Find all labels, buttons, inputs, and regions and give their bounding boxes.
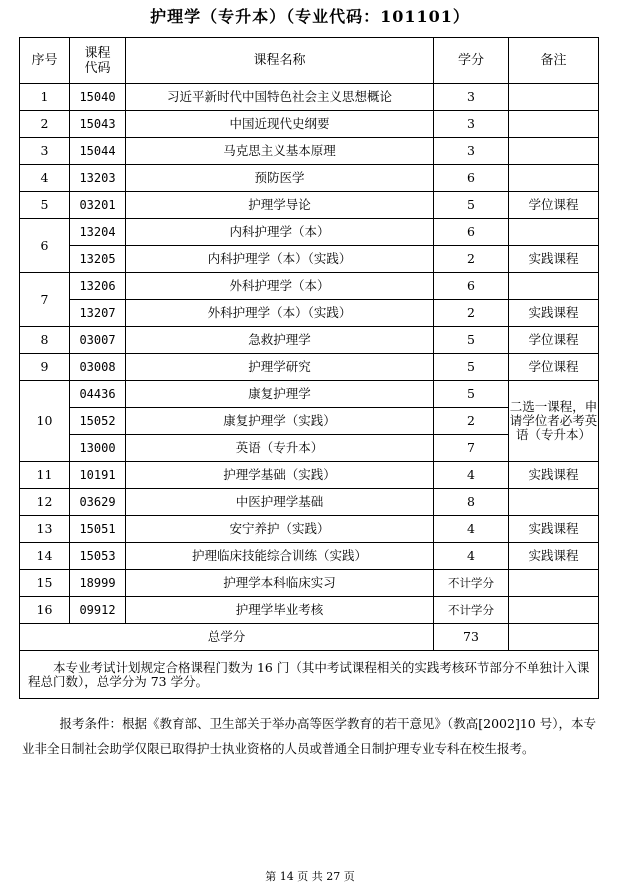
row-name: 习近平新时代中国特色社会主义思想概论	[126, 84, 434, 111]
table-row	[20, 219, 599, 246]
row-remark: 学位课程	[509, 192, 599, 219]
header-code: 课程代码	[70, 38, 126, 84]
row-remark: 实践课程	[509, 462, 599, 489]
row-credit: 2	[434, 246, 509, 273]
row-remark: 二选一课程，申请学位者必考英语（专升本）	[509, 381, 599, 462]
row-code: 13203	[70, 165, 126, 192]
page-footer: 第 14 页 共 27 页	[265, 870, 355, 883]
row-credit: 3	[434, 84, 509, 111]
row-seq: 11	[20, 462, 70, 489]
total-label: 总学分	[20, 624, 434, 651]
header-credit: 学分	[434, 38, 509, 84]
row-seq: 12	[20, 489, 70, 516]
table-row	[20, 192, 599, 219]
row-name: 护理学导论	[126, 192, 434, 219]
row-credit: 8	[434, 489, 509, 516]
row-credit: 4	[434, 462, 509, 489]
row-name: 护理学研究	[126, 354, 434, 381]
row-code: 18999	[70, 570, 126, 597]
total-credit: 73	[434, 624, 509, 651]
row-credit: 4	[434, 543, 509, 570]
row-remark	[509, 219, 599, 246]
row-remark	[509, 111, 599, 138]
table-row	[20, 138, 599, 165]
row-code: 13206	[70, 273, 126, 300]
row-remark	[509, 165, 599, 192]
row-seq: 9	[20, 354, 70, 381]
row-name: 外科护理学（本）（实践）	[126, 300, 434, 327]
row-code: 04436	[70, 381, 126, 408]
row-credit: 5	[434, 354, 509, 381]
row-code: 13207	[70, 300, 126, 327]
row-code: 03629	[70, 489, 126, 516]
row-seq: 10	[20, 381, 70, 462]
table-row	[20, 354, 599, 381]
row-remark: 学位课程	[509, 354, 599, 381]
row-name: 康复护理学	[126, 381, 434, 408]
row-seq: 2	[20, 111, 70, 138]
row-credit: 5	[434, 192, 509, 219]
row-remark	[509, 273, 599, 300]
row-credit: 4	[434, 516, 509, 543]
table-row	[20, 111, 599, 138]
total-remark	[509, 624, 599, 651]
row-remark: 实践课程	[509, 516, 599, 543]
row-name: 康复护理学（实践）	[126, 408, 434, 435]
note-row	[20, 651, 599, 699]
table-row	[20, 462, 599, 489]
row-name: 内科护理学（本）	[126, 219, 434, 246]
table-row	[20, 165, 599, 192]
row-seq: 14	[20, 543, 70, 570]
row-name: 马克思主义基本原理	[126, 138, 434, 165]
row-code: 03201	[70, 192, 126, 219]
row-name: 安宁养护（实践）	[126, 516, 434, 543]
row-seq: 15	[20, 570, 70, 597]
row-name: 护理临床技能综合训练（实践）	[126, 543, 434, 570]
table-row	[20, 543, 599, 570]
row-credit: 6	[434, 165, 509, 192]
row-name: 护理学基础（实践）	[126, 462, 434, 489]
row-name: 外科护理学（本）	[126, 273, 434, 300]
row-code: 13204	[70, 219, 126, 246]
row-name: 英语（专升本）	[126, 435, 434, 462]
row-seq: 7	[20, 273, 70, 327]
row-code: 13000	[70, 435, 126, 462]
row-remark: 实践课程	[509, 246, 599, 273]
table-row	[20, 300, 599, 327]
table-header-row	[20, 38, 599, 84]
table-row	[20, 516, 599, 543]
row-credit: 2	[434, 408, 509, 435]
row-code: 03007	[70, 327, 126, 354]
header-name: 课程名称	[126, 38, 434, 84]
table-row	[20, 570, 599, 597]
table-row	[20, 597, 599, 624]
row-credit: 3	[434, 111, 509, 138]
course-table	[19, 37, 599, 699]
row-remark	[509, 489, 599, 516]
table-row	[20, 327, 599, 354]
table-row	[20, 246, 599, 273]
row-code: 15052	[70, 408, 126, 435]
row-seq: 13	[20, 516, 70, 543]
page-title: 护理学（专升本）（专业代码：101101）	[150, 7, 470, 26]
table-row	[20, 273, 599, 300]
row-code: 13205	[70, 246, 126, 273]
row-seq: 6	[20, 219, 70, 273]
row-name: 护理学毕业考核	[126, 597, 434, 624]
row-remark: 实践课程	[509, 300, 599, 327]
row-remark: 学位课程	[509, 327, 599, 354]
row-remark	[509, 84, 599, 111]
row-seq: 4	[20, 165, 70, 192]
row-seq: 5	[20, 192, 70, 219]
enrollment-conditions: 报考条件：根据《教育部、卫生部关于举办高等医学教育的若干意见》（教高[2002]10 号），本专业非全日制社会助学仅限已取得护士执业资格的人员或普通全日制护理专业专科在校生报考。	[22, 716, 596, 756]
table-row	[20, 489, 599, 516]
header-remark: 备注	[509, 38, 599, 84]
row-remark	[509, 597, 599, 624]
header-seq: 序号	[20, 38, 70, 84]
plan-note: 本专业考试计划规定合格课程门数为 16 门（其中考试课程相关的实践考核环节部分不单独计入课程总门数），总学分为 73 学分。	[20, 651, 599, 699]
row-seq: 8	[20, 327, 70, 354]
row-code: 15044	[70, 138, 126, 165]
row-name: 中国近现代史纲要	[126, 111, 434, 138]
row-code: 15051	[70, 516, 126, 543]
row-credit: 3	[434, 138, 509, 165]
row-name: 内科护理学（本）（实践）	[126, 246, 434, 273]
row-code: 15040	[70, 84, 126, 111]
row-credit: 不计学分	[434, 570, 509, 597]
row-credit: 7	[434, 435, 509, 462]
total-row	[20, 624, 599, 651]
row-remark	[509, 570, 599, 597]
row-credit: 不计学分	[434, 597, 509, 624]
row-name: 预防医学	[126, 165, 434, 192]
row-name: 急救护理学	[126, 327, 434, 354]
row-name: 护理学本科临床实习	[126, 570, 434, 597]
row-credit: 2	[434, 300, 509, 327]
row-remark	[509, 138, 599, 165]
row-seq: 1	[20, 84, 70, 111]
row-code: 15053	[70, 543, 126, 570]
row-credit: 5	[434, 327, 509, 354]
row-credit: 6	[434, 219, 509, 246]
table-row	[20, 381, 599, 408]
row-seq: 16	[20, 597, 70, 624]
row-credit: 5	[434, 381, 509, 408]
row-name: 中医护理学基础	[126, 489, 434, 516]
row-code: 03008	[70, 354, 126, 381]
row-code: 15043	[70, 111, 126, 138]
table-row	[20, 84, 599, 111]
row-credit: 6	[434, 273, 509, 300]
row-remark: 实践课程	[509, 543, 599, 570]
row-code: 09912	[70, 597, 126, 624]
row-seq: 3	[20, 138, 70, 165]
row-code: 10191	[70, 462, 126, 489]
